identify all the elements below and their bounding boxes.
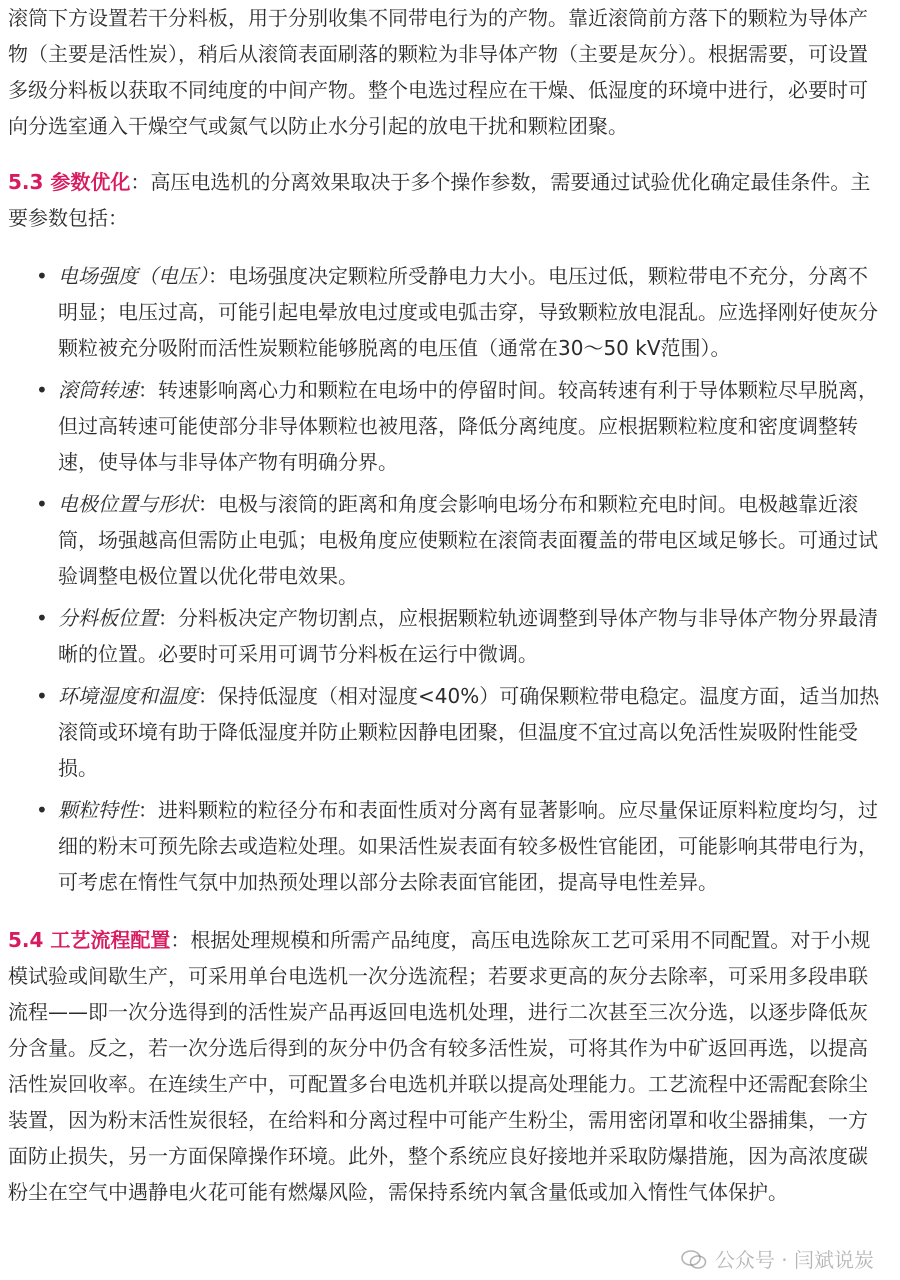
param-term: 滚筒转速 — [58, 378, 138, 402]
param-term: 颗粒特性 — [58, 798, 138, 822]
section-5-3-paragraph — [8, 164, 886, 236]
parameter-list — [8, 258, 886, 900]
param-text: ：保持低湿度（相对湿度<40%）可确保颗粒带电稳定。温度方面，适当加热滚筒或环境有助于降低湿度并防止颗粒因静电团聚，但温度不宜过高以免活性炭吸附性能受损。 — [58, 684, 880, 780]
watermark-text: 公众号 · 闫斌说炭 — [714, 1248, 874, 1272]
section-5-4-text: ：根据处理规模和所需产品纯度，高压电选除灰工艺可采用不同配置。对于小规模试验或间歇生产，可采用单台电选机一次分选流程；若要求更高的灰分去除率，可采用多段串联流程——即一次分选得到的活性炭产品再返回电选机处理，进行二次甚至三次分选，以逐步降低灰分含量。反之，若一次分选后得到的灰分中仍含有较多活性炭，可将其作为中矿返回再选，以提高活性炭回收率。在连续生产中，可配置多台电选机并联以提高处理能力。工艺流程中还需配套除尘装置，因为粉末活性炭很轻，在给料和分离过程中可能产生粉尘，需用密闭罩和收尘器捕集，一方面防止损失，另一方面保障操作环境。此外，整个系统应良好接地并采取防爆措施，因为高浓度碳粉尘在空气中遇静电火花可能有燃爆风险，需保持系统内氧含量低或加入惰性气体保护。 — [8, 928, 871, 1204]
param-text: ：分料板决定产物切割点，应根据颗粒轨迹调整到导体产物与非导体产物分界最清晰的位置。必要时可采用可调节分料板在运行中微调。 — [58, 606, 878, 666]
list-item — [8, 372, 886, 480]
param-term: 环境湿度和温度 — [58, 684, 198, 708]
param-term: 电极位置与形状 — [58, 492, 198, 516]
param-text: ：转速影响离心力和颗粒在电场中的停留时间。较高转速有利于导体颗粒尽早脱离，但过高转速可能使部分非导体颗粒也被甩落，降低分离纯度。应根据颗粒粒度和密度调整转速，使导体与非导体产物有明确分界。 — [58, 378, 878, 474]
section-5-3-heading: 5.3 参数优化 — [8, 170, 131, 194]
param-text: ：电场强度决定颗粒所受静电力大小。电压过低，颗粒带电不充分，分离不明显；电压过高，可能引起电晕放电过度或电弧击穿，导致颗粒放电混乱。应选择刚好使灰分颗粒被充分吸附而活性炭颗粒能够脱离的电压值（通常在30～50 kV范围）。 — [58, 264, 878, 360]
list-item — [8, 258, 886, 366]
param-text: ：进料颗粒的粒径分布和表面性质对分离有显著影响。应尽量保证原料粒度均匀，过细的粉末可预先除去或造粒处理。如果活性炭表面有较多极性官能团，可能影响其带电行为，可考虑在惰性气氛中加热预处理以部分去除表面官能团，提高导电性差异。 — [58, 798, 878, 894]
bullet-icon: • — [36, 606, 48, 630]
bullet-icon: • — [36, 378, 48, 402]
param-term: 电场强度（电压） — [58, 264, 208, 288]
list-item — [8, 792, 886, 900]
section-5-3-text: ：高压电选机的分离效果取决于多个操作参数，需要通过试验优化确定最佳条件。主要参数包括： — [8, 170, 871, 230]
bullet-icon: • — [36, 264, 48, 288]
watermark — [681, 1248, 874, 1272]
section-5-4-heading: 5.4 工艺流程配置 — [8, 928, 171, 952]
bullet-icon: • — [36, 492, 48, 516]
bullet-icon: • — [36, 684, 48, 708]
intro-paragraph: 滚筒下方设置若干分料板，用于分别收集不同带电行为的产物。靠近滚筒前方落下的颗粒为导体产物（主要是活性炭），稍后从滚筒表面刷落的颗粒为非导体产物（主要是灰分）。根据需要，可设置多级分料板以获取不同纯度的中间产物。整个电选过程应在干燥、低湿度的环境中进行，必要时可向分选室通入干燥空气或氮气以防止水分引起的放电干扰和颗粒团聚。 — [8, 6, 868, 138]
section-5-4-paragraph — [8, 922, 886, 1210]
param-text: ：电极与滚筒的距离和角度会影响电场分布和颗粒充电时间。电极越靠近滚筒，场强越高但需防止电弧；电极角度应使颗粒在滚筒表面覆盖的带电区域足够长。可通过试验调整电极位置以优化带电效果。 — [58, 492, 878, 588]
list-item — [8, 600, 886, 672]
bullet-icon: • — [36, 798, 48, 822]
list-item — [8, 486, 886, 594]
param-term: 分料板位置 — [58, 606, 158, 630]
wechat-icon — [681, 1250, 707, 1270]
list-item — [8, 678, 886, 786]
